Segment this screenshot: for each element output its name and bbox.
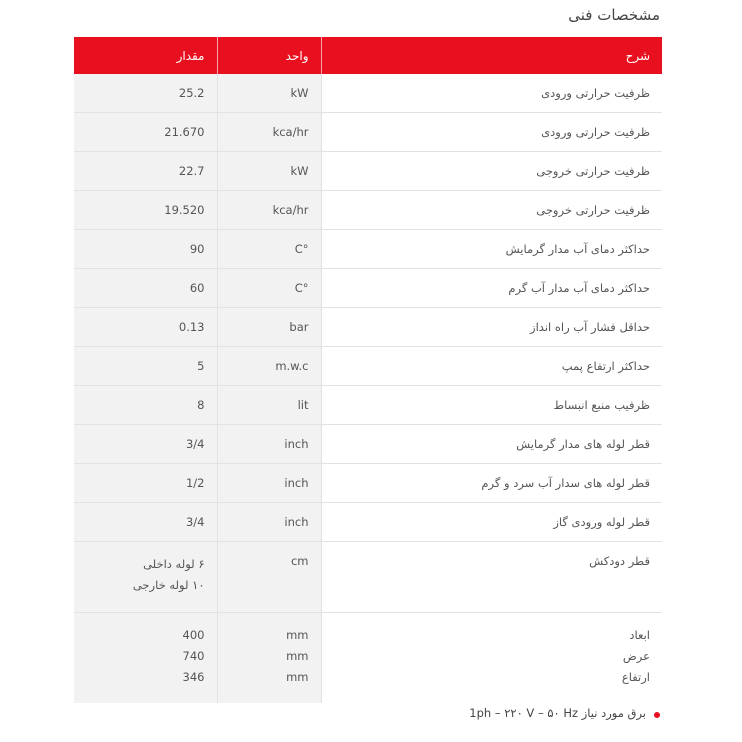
row-unit: lit	[217, 386, 321, 425]
row-value: 25.2	[74, 74, 217, 113]
table-row	[74, 152, 662, 191]
header-value: مقدار	[74, 37, 217, 74]
table-row	[74, 425, 662, 464]
row-unit: bar	[217, 308, 321, 347]
row-unit: °C	[217, 269, 321, 308]
header-desc: شرح	[321, 37, 662, 74]
desc-line: عرض	[622, 649, 650, 663]
row-desc: قطر لوله ورودی گاز	[321, 503, 662, 542]
row-desc: قطر لوله های سدار آب سرد و گرم	[321, 464, 662, 503]
value-line: 400	[182, 628, 205, 642]
row-unit: m.w.c	[217, 347, 321, 386]
row-value: 22.7	[74, 152, 217, 191]
row-desc	[321, 613, 662, 704]
table-row	[74, 269, 662, 308]
table-row	[74, 230, 662, 269]
spec-table	[74, 37, 662, 703]
row-desc: ظرفیت حرارتی خروجی	[321, 152, 662, 191]
row-value: 0.13	[74, 308, 217, 347]
row-value: 3/4	[74, 503, 217, 542]
row-desc: قطر دودکش	[321, 542, 662, 613]
row-desc: قطر لوله های مدار گرمایش	[321, 425, 662, 464]
value-line: 740	[182, 649, 205, 663]
value-line: ۱۰ لوله خارجی	[132, 578, 205, 592]
page-title: مشخصات فنی	[568, 6, 660, 24]
row-desc: حداکثر دمای آب مدار آب گرم	[321, 269, 662, 308]
value-line: ۶ لوله داخلی	[143, 557, 205, 571]
row-unit: °C	[217, 230, 321, 269]
row-unit: kW	[217, 152, 321, 191]
row-desc: حداقل فشار آب راه انداز	[321, 308, 662, 347]
table-row	[74, 113, 662, 152]
row-unit: inch	[217, 425, 321, 464]
row-value: 21.670	[74, 113, 217, 152]
row-desc: ظرفیت حرارتی ورودی	[321, 74, 662, 113]
row-value: 90	[74, 230, 217, 269]
row-value: 8	[74, 386, 217, 425]
row-desc: ظرفیب منبع انبساط	[321, 386, 662, 425]
table-header-row	[74, 37, 662, 74]
table-row	[74, 347, 662, 386]
unit-line: mm	[286, 670, 309, 684]
table-row	[74, 308, 662, 347]
row-unit: inch	[217, 464, 321, 503]
desc-line: ارتفاع	[621, 670, 650, 684]
row-value	[74, 613, 217, 704]
row-value	[74, 542, 217, 613]
row-desc: ظرفیت حرارتی خروجی	[321, 191, 662, 230]
desc-line: ابعاد	[629, 628, 650, 642]
row-value: 60	[74, 269, 217, 308]
row-value: 3/4	[74, 425, 217, 464]
row-desc: حداکثر دمای آب مدار گرمایش	[321, 230, 662, 269]
row-unit: kca/hr	[217, 113, 321, 152]
unit-line: mm	[286, 649, 309, 663]
table-row	[74, 386, 662, 425]
table-row-dimensions	[74, 613, 662, 704]
table-row-flue	[74, 542, 662, 613]
power-note: برق مورد نیاز 1ph – ۲۲۰ V – ۵۰ Hz	[469, 706, 646, 720]
row-unit: cm	[217, 542, 321, 613]
header-unit: واحد	[217, 37, 321, 74]
row-desc: ظرفیت حرارتی ورودی	[321, 113, 662, 152]
row-value: 1/2	[74, 464, 217, 503]
row-unit: kca/hr	[217, 191, 321, 230]
row-value: 19.520	[74, 191, 217, 230]
value-line: 346	[182, 670, 205, 684]
table-row	[74, 464, 662, 503]
unit-line: mm	[286, 628, 309, 642]
row-value: 5	[74, 347, 217, 386]
row-unit	[217, 613, 321, 704]
table-row	[74, 74, 662, 113]
row-desc: حداکثر ارتفاع پمپ	[321, 347, 662, 386]
table-row	[74, 191, 662, 230]
bullet-dot-icon	[654, 712, 660, 718]
row-unit: inch	[217, 503, 321, 542]
row-unit: kW	[217, 74, 321, 113]
table-row	[74, 503, 662, 542]
